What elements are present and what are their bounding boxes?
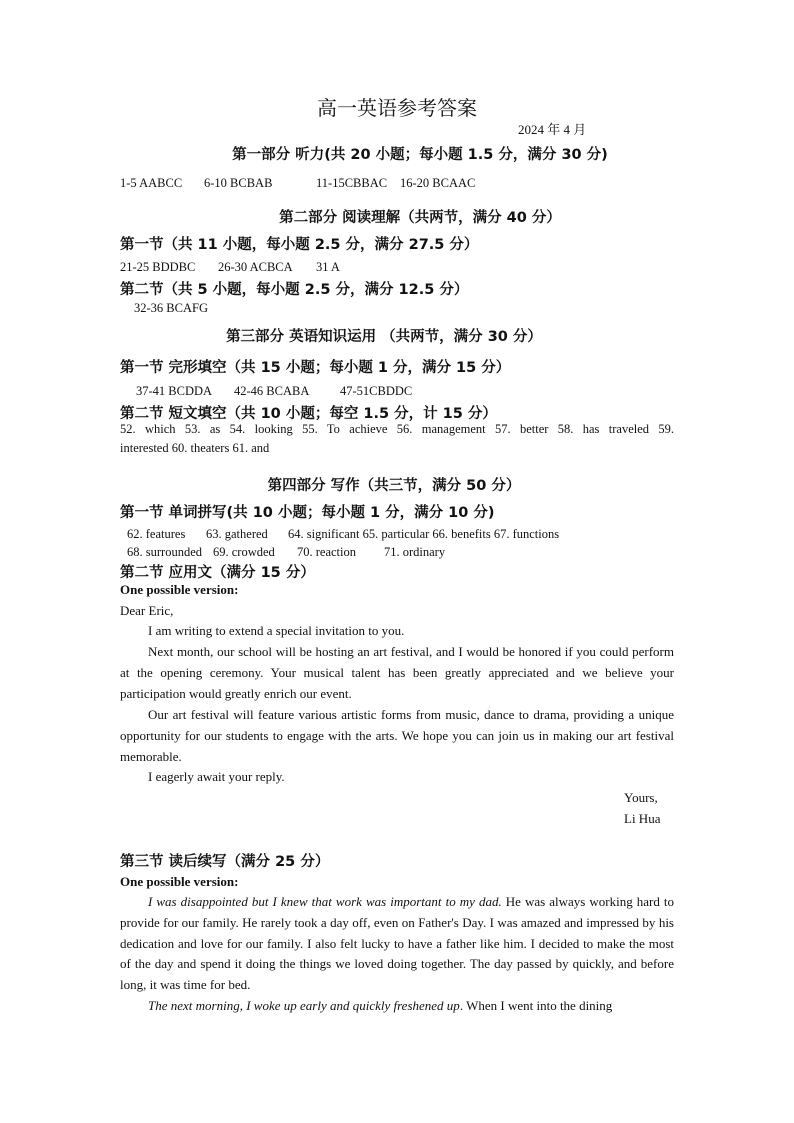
part4-section1-heading: 第一节 单词拼写(共 10 小题；每小题 1 分，满分 10 分)	[120, 505, 495, 521]
part3-section1-heading: 第一节 完形填空（共 15 小题；每小题 1 分，满分 15 分）	[120, 360, 511, 376]
part2-section2-answers: 32-36 BCAFG	[134, 301, 208, 315]
letter-paragraph-1: I am writing to extend a special invitation to you.	[148, 623, 405, 638]
answer-group: 31 A	[316, 260, 340, 274]
part4-section2-heading: 第二节 应用文（满分 15 分）	[120, 565, 315, 581]
word-answer: 64. significant 65. particular 66. benefits 67. functions	[288, 527, 560, 541]
answer-group: 47-51CBDDC	[340, 384, 413, 398]
part1-heading: 第一部分 听力(共 20 小题；每小题 1.5 分，满分 30 分)	[232, 147, 608, 163]
word-answer: 69. crowded	[213, 545, 275, 559]
word-answer: 63. gathered	[206, 527, 268, 541]
answer-group: 6-10 BCBAB	[204, 176, 273, 190]
part3-section2-answers-line2: interested 60. theaters 61. and	[120, 441, 270, 455]
version-label: One possible version:	[120, 874, 239, 889]
answer-group: 11-15CBBAC	[316, 176, 388, 190]
part4-section1-row1	[127, 527, 559, 542]
document-date: 2024 年 4 月	[518, 122, 587, 137]
story-paragraph-1	[120, 892, 674, 996]
part3-section1-answers	[136, 384, 412, 399]
answer-group: 37-41 BCDDA	[136, 384, 213, 398]
story-italic-opening: The next morning, I woke up early and quickly freshened up	[148, 998, 460, 1013]
answer-group: 21-25 BDDBC	[120, 260, 196, 274]
part4-heading: 第四部分 写作（共三节，满分 50 分）	[267, 478, 521, 494]
version-label: One possible version:	[120, 582, 239, 597]
part2-section1-heading: 第一节（共 11 小题，每小题 2.5 分，满分 27.5 分）	[120, 237, 479, 253]
part3-section2-answers-line1: 52. which 53. as 54. looking 55. To achieve 56. management 57. better 58. has traveled 59.	[120, 422, 674, 436]
letter-paragraph-4: I eagerly await your reply.	[148, 769, 285, 784]
part4-section3-heading: 第三节 读后续写（满分 25 分）	[120, 854, 330, 870]
answer-group: 26-30 ACBCA	[218, 260, 293, 274]
answer-group: 1-5 AABCC	[120, 176, 183, 190]
letter-signature-name: Li Hua	[624, 811, 661, 826]
story-text: . When I went into the dining	[459, 998, 613, 1013]
letter-greeting: Dear Eric,	[120, 603, 174, 618]
part4-section1-row2	[127, 545, 445, 560]
word-answer: 71. ordinary	[384, 545, 446, 559]
part1-answers	[120, 176, 475, 191]
part2-heading: 第二部分 阅读理解（共两节，满分 40 分）	[279, 210, 561, 226]
letter-closing: Yours,	[624, 790, 658, 805]
letter-paragraph-3: Our art festival will feature various artistic forms from music, dance to drama, providing a unique opportunity for our students to engage with the arts. We hope you can join us in making our art festival memorable.	[120, 707, 674, 764]
answer-group: 42-46 BCABA	[234, 384, 310, 398]
part3-heading: 第三部分 英语知识运用 （共两节，满分 30 分）	[226, 329, 542, 345]
part2-section1-answers	[120, 260, 340, 275]
word-answer: 70. reaction	[297, 545, 357, 559]
letter-paragraph-2: Next month, our school will be hosting an art festival, and I would be honored if you could perform at the opening ceremony. Your musical talent has been greatly appreciated and we believe your participation would greatly enrich our event.	[120, 644, 674, 701]
story-paragraph-2	[120, 996, 674, 1017]
story-text: He was always working hard to provide for our family. He rarely took a day off, even on Father's Day. I was amazed and impressed by his dedication and love for our family. I also felt lucky to have a father like him. I decided to make the most of the day and spend it doing the things we loved doing together. The day passed by quickly, and before long, it was time for bed.	[120, 894, 674, 993]
word-answer: 62. features	[127, 527, 186, 541]
word-answer: 68. surrounded	[127, 545, 202, 559]
part2-section2-heading: 第二节（共 5 小题，每小题 2.5 分，满分 12.5 分）	[120, 282, 469, 298]
page-title: 高一英语参考答案	[317, 96, 477, 120]
story-italic-opening: I was disappointed but I knew that work was important to my dad.	[148, 894, 502, 909]
answer-group: 16-20 BCAAC	[400, 176, 476, 190]
part3-section2-heading: 第二节 短文填空（共 10 小题；每空 1.5 分，计 15 分）	[120, 406, 497, 422]
